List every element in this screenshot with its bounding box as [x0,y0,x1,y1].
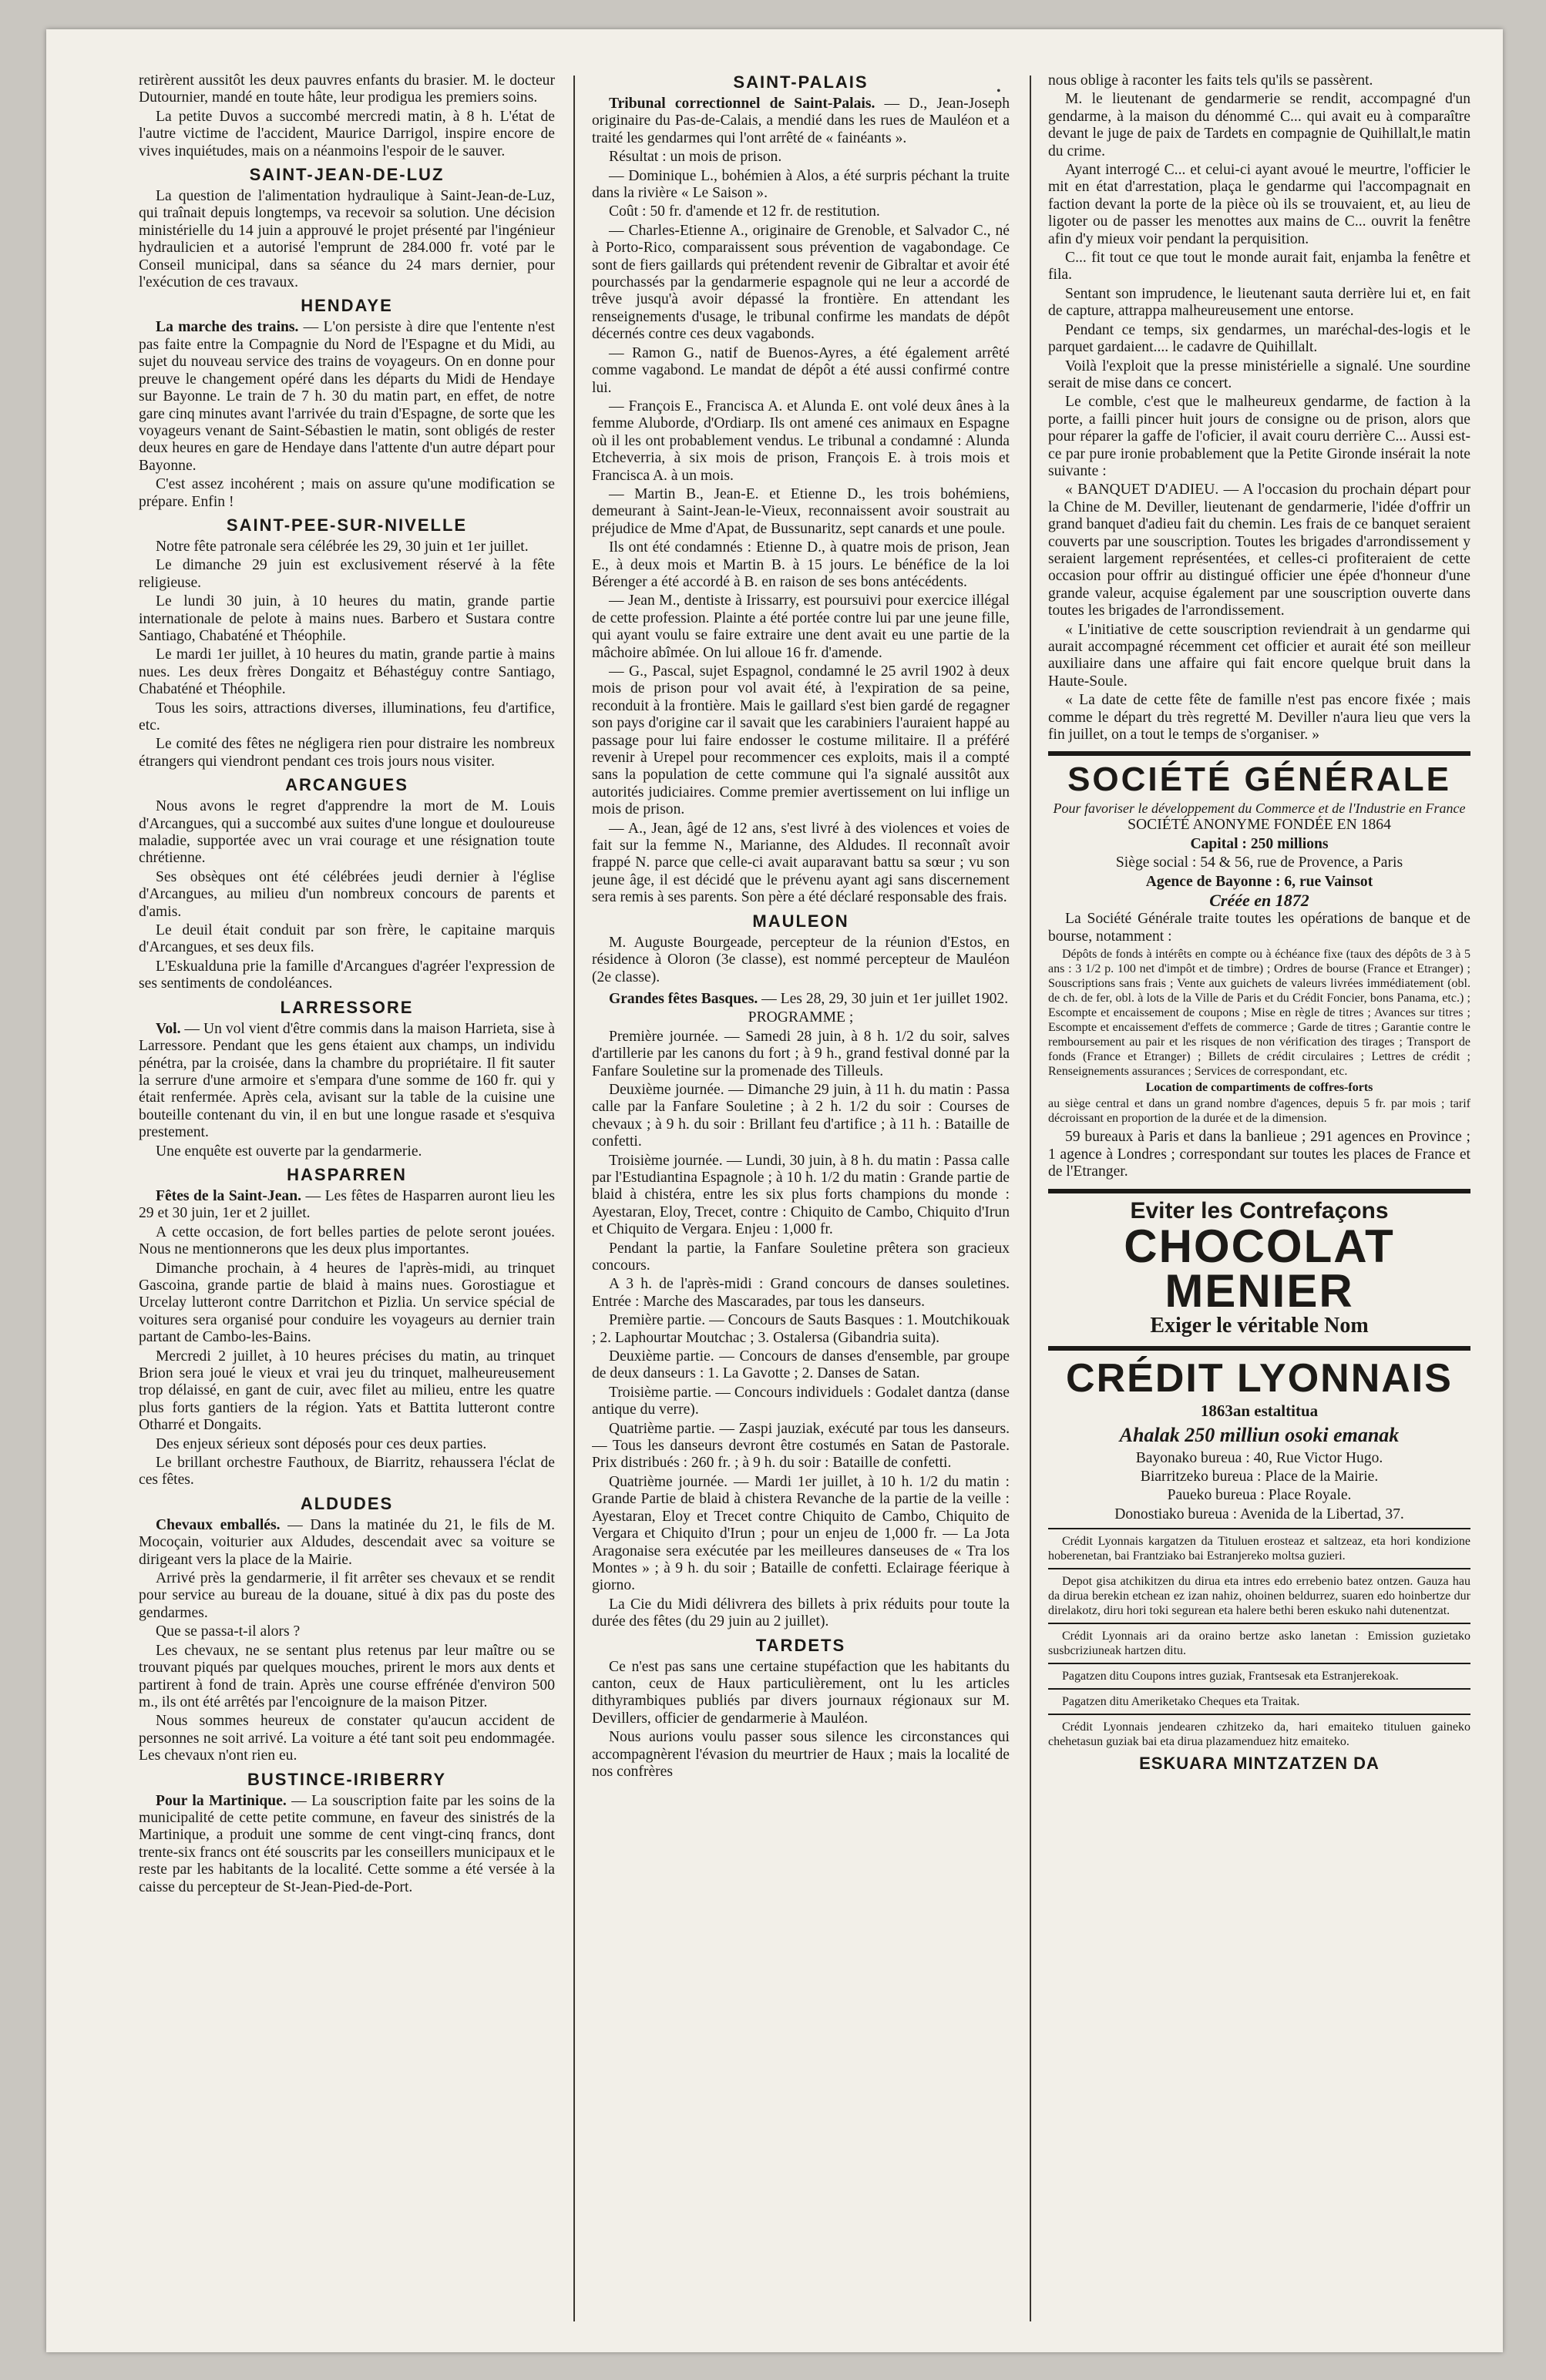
article-paragraph: retirèrent aussitôt les deux pauvres enfants du brasier. M. le docteur Dutournier, mandé en toute hâte, leur prodigua les premiers soins. [139,72,555,106]
article-paragraph: La petite Duvos a succombé mercredi matin, à 8 h. L'état de l'autre victime de l'accident, Maurice Darrigol, inspire encore de vives inquiétudes, mais on a néanmoins l'espoir de le sauver. [139,108,555,159]
article-paragraph: Arrivé près la gendarmerie, il fit arrêter ses chevaux et se rendit pour service au bureau de la douane, situé à dix pas du poste des gendarmes. [139,1570,555,1621]
article-paragraph: — Martin B., Jean-E. et Etienne D., les trois bohémiens, demeurant à Saint-Jean-le-Vieux, reconnaissent avoir soustrait au préjudice de Mme d'Apat, de Bussunaritz, sept canards et une poule. [592,485,1010,537]
section-heading-palais: SAINT-PALAIS [733,72,869,92]
ad-line: Biarritzeko bureua : Place de la Mairie. [1140,1468,1379,1485]
article-paragraph: Troisième partie. — Concours individuels : Godalet dantza (danse antique du verre). [592,1384,1010,1418]
article-paragraph: — Jean M., dentiste à Irissarry, est poursuivi pour exercice illégal de cette profession. Plainte a été portée contre lui par une jeune fille, qui ayant voulu se faire extraire une dent avait eu une partie de la mâchoire abîmée. On lui alloue 16 fr. d'amende. [592,592,1010,661]
article-paragraph: La Cie du Midi délivrera des billets à prix réduits pour toute la durée des fêtes (du 29 juin au 2 juillet). [592,1596,1010,1630]
section-heading-mauleon: MAULEON [752,911,849,931]
ad-line: SOCIÉTÉ ANONYME FONDÉE EN 1864 [1128,817,1391,834]
section-heading-tardets: TARDETS [755,1635,846,1655]
article-paragraph: Le lundi 30 juin, à 10 heures du matin, grande partie internationale de pelote à mains nues. Barbero et Sustara contre Santiago, Chabaténé et Théophile. [139,593,555,644]
margin-mark: • [996,85,1001,98]
section-heading-hendaye: HENDAYE [301,296,393,316]
article-paragraph: Deuxième journée. — Dimanche 29 juin, à 11 h. du matin : Passa calle par la Fanfare Souletine ; à 2 h. 1/2 du soir : Courses de chevaux ; à 9 h. du soir : Brillant feu d'artifice ; à 11 h. : Bataille de confetti. [592,1081,1010,1150]
article-paragraph: Troisième journée. — Lundi, 30 juin, à 8 h. du matin : Passa calle par l'Estudiantina Espagnole ; à 10 h. 1/2 du matin : Grande partie de blaid à chistéra, entre les six plus forts champions du monde : Ayestaran, Eloy, Trecet, contre : Chiquito de Cambo, Chiquito d'Irun et Chiquito de Vergara. Enjeu : 1,000 fr. [592,1152,1010,1238]
run-in-title: Fêtes de la Saint-Jean. [156,1187,301,1204]
ad-body-small: Depot gisa atchikitzen du dirua eta intres edo errebenio batez ontzen. Gauza hau da dirua berekin etchean ez izan nahiz, ohoinen beldurrez, suaren edo hoinbertze dur direlakotz, diru hori toki segurean eta halere bethi beren eskuko nahi dutenentzat. [1048,1575,1470,1618]
article-paragraph: Coût : 50 fr. d'amende et 12 fr. de restitution. [609,203,880,220]
run-in-title: Vol. [156,1020,181,1037]
article-paragraph: Deuxième partie. — Concours de danses d'ensemble, par groupe de deux danseurs : 1. La Gavotte ; 2. Danses de Satan. [592,1348,1010,1382]
article-paragraph: Première journée. — Samedi 28 juin, à 8 h. 1/2 du soir, salves d'artillerie par les canons du fort ; à 9 h., grand festival donné par la Fanfare Souletine sur la promenade des Tilleuls. [592,1028,1010,1079]
article-paragraph: « La date de cette fête de famille n'est pas encore fixée ; mais comme le départ du très regretté M. Deviller n'aura lieu que vers la fin juillet, on a tout le temps de s'organiser. » [1048,692,1470,744]
article-paragraph: Quatrième partie. — Zaspi jauziak, exécuté par tous les danseurs. — Tous les danseurs devront être costumés en Satan de Pastorale. Prix distribués : 260 fr. ; à 9 h. du soir : Bataille de confetti. [592,1420,1010,1472]
article-paragraph: Ils ont été condamnés : Etienne D., à quatre mois de prison, Jean E., à deux mois et Martin B. à 15 jours. Le bénéfice de la loi Bérenger a été accordé à B. en raison de ses bons antécédents. [592,539,1010,590]
section-heading-hasparren: HASPARREN [287,1164,407,1184]
article-paragraph: Le comble, c'est que le malheureux gendarme, de faction à la porte, a failli pincer huit jours de consigne ou de prison, alors que pour réparer la gaffe de l'oficier, il avait couru derrière C... Aussi est-ce par pure ironie probablement que la Petite Gironde insérait la note suivante : [1048,394,1470,479]
article-paragraph: Le dimanche 29 juin est exclusivement réservé à la fête religieuse. [139,557,555,591]
article-paragraph: Notre fête patronale sera célébrée les 29, 30 juin et 1er juillet. [156,538,529,555]
ad-capital: Capital : 250 millions [1190,835,1329,852]
article-paragraph: Première partie. — Concours de Sauts Basques : 1. Moutchikouak ; 2. Laphourtar Moutchac ; 3. Ostalersa (Gibandria suita). [592,1312,1010,1346]
ad-divider [1048,1189,1470,1193]
run-in-title: La marche des trains. [156,319,299,336]
run-in-title: Chevaux emballés. [156,1516,281,1533]
ad-divider [1048,1346,1470,1351]
ad-line: Donostiako bureua : Avenida de la Libertad, 37. [1114,1506,1404,1522]
article-paragraph: — G., Pascal, sujet Espagnol, condamné le 25 avril 1902 à deux mois de prison pour vol avait été, à l'expiration de sa peine, reconduit à la frontière. Mais le gaillard s'est bien gardé de regagner son pays d'origine car il savait que les carabiniers l'auraient happé au passage pour lui faire endosser le costume militaire. Il a préféré revenir à Urepel pour recommencer ces exploits, mais il a compté sans la population de cette commune qui l'a signalé aussitôt aux autorités judiciaires. Comme premier avertissement on lui inflige un mois de prison. [592,663,1010,818]
ad-divider [1048,1568,1470,1569]
section-heading-bustince: BUSTINCE-IRIBERRY [247,1769,447,1789]
ad-line: Eviter les Contrefaçons [1130,1197,1389,1224]
article-paragraph: Voilà l'exploit que la presse ministérielle a signalé. Une sourdine serait de mise dans ce concert. [1048,358,1470,391]
article-paragraph: A cette occasion, de fort belles parties de pelote seront jouées. Nous ne mentionnerons que les deux plus importantes. [139,1224,555,1258]
article-paragraph: Sentant son imprudence, le lieutenant sauta derrière lui et, en fait de capture, attrappa malheureusement une entorse. [1048,285,1470,320]
run-in-title: Pour la Martinique. [156,1792,287,1809]
ad-title: CHOCOLAT [1124,1220,1395,1272]
article-paragraph: Pendant la partie, la Fanfare Souletine prêtera son gracieux concours. [592,1240,1010,1274]
article-paragraph: Le deuil était conduit par son frère, le capitaine marquis d'Arcangues, et ses deux fils. [139,922,555,956]
article-paragraph: Chevaux emballés. — Dans la matinée du 21, le fils de M. Mocoçain, voiturier aux Aldudes, descendait avec sa voiture se dirigeant vers la place de la Mairie. [139,1516,555,1568]
article-paragraph: Quatrième journée. — Mardi 1er juillet, à 10 h. 1/2 du matin : Grande Partie de blaid à chistera Revanche de la partie de la veille : Ayestaran, Eloy et Trecet contre Chiquito de Cambo, Chiquito de Vergara et Chiquito d'Irun ; pour un enjeu de 1,000 fr. — La Jota Aragonaise sera exécutée par les meilleures danseuses de « Tra los Montes » ; à 9 h. du soir ; Bataille de confetti. Eclairage féerique à giorno. [592,1473,1010,1594]
ad-body-small: Crédit Lyonnais kargatzen da Tituluen erosteaz et saltzeaz, eta hori kondizione hoberenetan, bai Frantziako bai Estranjereko moltsa guzieri. [1048,1535,1470,1563]
newspaper-page [46,29,1503,2352]
article-paragraph: « L'initiative de cette souscription reviendrait à un gendarme qui aurait accompagné récemment cet officier et aurait été son meilleur auxiliaire dans une affaire qui fait encore quelque bruit dans la Haute-Soule. [1048,621,1470,690]
article-paragraph: A 3 h. de l'après-midi : Grand concours de danses souletines. Entrée : Marche des Mascarades, par tous les danseurs. [592,1276,1010,1310]
ad-divider [1048,1663,1470,1664]
ad-creee: Créée en 1872 [1209,891,1309,911]
article-paragraph: M. Auguste Bourgeade, percepteur de la réunion d'Estos, en résidence à Oloron (3e classe), est nommé percepteur de Mauléon (2e classe). [592,934,1010,985]
ad-body: 59 bureaux à Paris et dans la banlieue ; 291 agences en Province ; 1 agence à Londres ; correspondant sur toutes les places de France et de l'Etranger. [1048,1129,1470,1180]
section-heading-arcangues: ARCANGUES [285,775,408,795]
ad-body-small: au siège central et dans un grand nombre d'agences, depuis 5 fr. par mois ; tarif décroissant en proportion de la durée et de la dimension. [1048,1097,1470,1126]
ad-societe-generale [1048,760,1470,1180]
article-paragraph: M. le lieutenant de gendarmerie se rendit, accompagné d'un gendarme, à la maison du dénommé C... qui avait eu à comparaître devant le juge de paix de Tardets en compagnie de Quihillalt,le matin du crime. [1048,91,1470,159]
article-paragraph: Que se passa-t-il alors ? [156,1623,301,1640]
article-paragraph: — Dominique L., bohémien à Alos, a été surpris péchant la truite dans la rivière « Le Saison ». [592,167,1010,202]
article-paragraph: Mercredi 2 juillet, à 10 heures précises du matin, au trinquet Brion sera joué le vieux et vrai jeu du trinquet, malheureusement trop délaissé, en gant de cuir, avec filet au milieu, entre les quatre plus forts gantiers de la région. Yats et Battita lutteront contre Otharré et Dongaits. [139,1348,555,1434]
article-paragraph: Dimanche prochain, à 4 heures de l'après-midi, au trinquet Gascoina, grande partie de blaid à mains nues. Gorostiague et Urcelay lutteront contre Darritchon et Pizlia. Un service spécial de voitures sera organisé pour conduire les voyageurs au dernier train partant de Cambo-les-Bains. [139,1260,555,1346]
article-paragraph: Grandes fêtes Basques. — Les 28, 29, 30 juin et 1er juillet 1902. [609,990,1009,1007]
article-paragraph: Pour la Martinique. — La souscription faite par les soins de la municipalité de cette petite commune, en faveur des sinistrés de la Martinique, a produit une somme de cent vingt-cinq francs, dont trente-six francs ont été souscrits par les conseillers municipaux et le reste par les habitants de la localité. Cette somme a été versée à la caisse du percepteur de St-Jean-Pied-de-Port. [139,1792,555,1895]
article-paragraph: — François E., Francisca A. et Alunda E. ont volé deux ânes à la femme Aluborde, d'Ordiarp. Ils ont amené ces animaux en Espagne où il les ont probablement vendus. Le tribunal a condamné : Alunda Etcheverria, à six mois de prison, François E. à trois mois et Francisca A. à un mois. [592,398,1010,484]
ad-title: MENIER [1165,1264,1354,1317]
ad-line: Exiger le véritable Nom [1150,1313,1369,1338]
ad-line: Paueko bureua : Place Royale. [1167,1487,1352,1504]
run-in-title: Grandes fêtes Basques. [609,990,758,1007]
ad-divider [1048,751,1470,756]
article-paragraph: Nous sommes heureux de constater qu'aucun accident de personnes ne soit arrivé. La voiture a été tant soit peu endommagée. Les chevaux n'ont rien eu. [139,1713,555,1764]
column-rule-1 [573,76,575,2321]
column-rule-2 [1030,76,1031,2321]
ad-title: CRÉDIT LYONNAIS [1066,1355,1453,1401]
article-paragraph: Ce n'est pas sans une certaine stupéfaction que les habitants du canton, ceux de Haux particulièrement, ont lu les articles dithyrambiques publiés par divers journaux régionaux sur M. Devillers, officier de gendarmerie à Mauléon. [592,1658,1010,1727]
article-paragraph: nous oblige à raconter les faits tels qu'ils se passèrent. [1048,72,1373,89]
section-heading-larressore: LARRESSORE [280,997,414,1017]
article-paragraph: Tribunal correctionnel de Saint-Palais. — D., Jean-Joseph originaire du Pas-de-Calais, a mendié dans les rues de Mauléon et a traité les gendarmes qui l'ont arrêté de « fainéants ». [592,96,1010,146]
ad-credit-lyonnais [1048,1355,1470,1774]
section-heading-luz: SAINT-JEAN-DE-LUZ [249,165,445,185]
article-paragraph: Résultat : un mois de prison. [609,149,782,166]
ad-subtitle: Pour favoriser le développement du Commerce et de l'Industrie en France [1053,801,1466,817]
ad-body: La Société Générale traite toutes les opérations de banque et de bourse, notamment : [1048,911,1470,945]
article-paragraph: Les chevaux, ne se sentant plus retenus par leur maître ou se trouvant piqués par quelques mouches, prirent le mors aux dents et partirent à fond de train. Après une course effrénée d'environ 500 m., ils ont été arrêtés par l'encoignure de la maison Pitzer. [139,1642,555,1710]
ad-agence: Agence de Bayonne : 6, rue Vainsot [1145,873,1373,890]
ad-body-small: Pagatzen ditu Coupons intres guziak, Frantsesak eta Estranjerekoak. [1062,1670,1399,1683]
ad-coffres: Location de compartiments de coffres-forts [1145,1081,1373,1095]
ad-footer: ESKUARA MINTZATZEN DA [1139,1754,1380,1774]
ad-body-small: Pagatzen ditu Ameriketako Cheques eta Traitak. [1062,1695,1300,1709]
column-1 [139,72,555,2337]
article-paragraph: Le mardi 1er juillet, à 10 heures du matin, grande partie à mains nues. Les deux frères Dongaitz et Béhastéguy contre Santiago, Chabaténé et Théophile. [139,646,555,698]
ad-divider [1048,1688,1470,1690]
article-paragraph: La marche des trains. — L'on persiste à dire que l'entente n'est pas faite entre la Compagnie du Nord de l'Espagne et du Midi, au sujet du nouveau service des trains de voyageurs. On en donne pour preuve le changement opéré dans les départs du Midi de Hendaye sur Bayonne. Le train de 7 h. 30 du matin part, en effet, de notre gare cinq minutes avant l'arrivée du train d'Espagne, de sorte que les voyageurs venant de Saint-Sébastien le matin, sont obligés de rester deux heures en gare de Hendaye dans l'attente d'un autre départ pour Bayonne. [139,319,555,474]
ad-body-small: Crédit Lyonnais ari da oraino bertze asko lanetan : Emission guzietako susbcriziuneak hartzen ditu. [1048,1630,1470,1658]
article-paragraph: Nous avons le regret d'apprendre la mort de M. Louis d'Arcangues, qui a succombé aux suites d'une longue et douloureuse maladie, supportée avec un vrai courage et une résignation toute chrétienne. [139,798,555,867]
article-paragraph: Ses obsèques ont été célébrées jeudi dernier à l'église d'Arcangues, au milieu d'un nombreux concours de parents et d'amis. [139,868,555,920]
article-paragraph: — A., Jean, âgé de 12 ans, s'est livré à des violences et voies de fait sur la femme N., Marianne, des Aldudes. Il reconnaît avoir frappé N. parce que celle-ci avait auparavant battu sa sœur ; vu son jeune âge, il est décidé que le prévenu ayant agi sans discernement sera remis à ses parents. Son père a été déclaré responsable des frais. [592,820,1010,906]
ad-chocolat-menier [1048,1198,1470,1338]
ad-line: Bayonako bureua : 40, Rue Victor Hugo. [1135,1449,1383,1466]
ad-subtitle: 1863an estaltitua [1200,1401,1319,1420]
ad-divider [1048,1623,1470,1624]
article-paragraph: C'est assez incohérent ; mais on assure qu'une modification se prépare. Enfin ! [139,476,555,510]
ad-divider [1048,1714,1470,1715]
article-paragraph: Pendant ce temps, six gendarmes, un maréchal-des-logis et le parquet gardaient.... le cadavre de Quihillalt. [1048,321,1470,356]
article-paragraph: Vol. — Un vol vient d'être commis dans la maison Harrieta, sise à Larressore. Pendant que les gens étaient aux champs, un individu pénétra, par la croisée, dans la chambre du propriétaire. Il fit sauter la serrure d'une armoire et s'empara d'une somme de 160 fr. qui y était renfermée. Après cela, avisant sur la table de la cuisine une bouteille contenant du vin, il en but une longue rasade et s'esquiva prestement. [139,1020,555,1141]
ad-divider [1048,1528,1470,1529]
section-heading-aldudes: ALDUDES [300,1493,394,1513]
article-paragraph: Fêtes de la Saint-Jean. — Les fêtes de Hasparren auront lieu les 29 et 30 juin, 1er et 2 juillet. [139,1187,555,1222]
article-paragraph: Le comité des fêtes ne négligera rien pour distraire les nombreux étrangers qui viendront pendant ces trois jours nous visiter. [139,736,555,770]
article-paragraph: « BANQUET D'ADIEU. — A l'occasion du prochain départ pour la Chine de M. Deviller, lieutenant de gendarmerie, l'idée d'offrir un grand banquet d'adieu fait du chemin. Les frais de ce banquet seraient couverts par une souscription. Toutes les brigades d'arrondissement y seraient largement représentées, et celles-ci profiteraient de cette occasion pour offrir au distingué officier une épée d'honneur d'une grande valeur, acquise également par une souscription ouverte dans toutes les brigades de l'arrondissement. [1048,482,1470,619]
ad-body-small: Dépôts de fonds à intérêts en compte ou à échéance fixe (taux des dépôts de 3 à 5 ans : 3 1/2 p. 100 net d'impôt et de timbre) ; Ordres de bourse (France et Etranger) ; Souscriptions sans frais ; Vente aux guichets de valeurs livrées immédiatement (obl. de ch. de fer, obl. à lots de la Ville de Paris et du Crédit Foncier, bons Panama, etc.) ; Escompte et encaissement de coupons ; Mise en règle de titres ; Avances sur titres ; Escompte et encaissement d'effets de commerce ; Garde de titres ; Garantie contre le remboursement au pair et les risques de non vérification des tirages ; Transport de fonds (France et Etranger) ; Billets de crédit circulaires ; Lettres de crédit ; Renseignements assurances ; Services de correspondant, etc. [1048,948,1470,1079]
article-paragraph: Tous les soirs, attractions diverses, illuminations, feu d'artifice, etc. [139,700,555,733]
article-paragraph: C... fit tout ce que tout le monde aurait fait, enjamba la fenêtre et fila. [1048,250,1470,284]
run-in-title: Tribunal correctionnel de Saint-Palais. [609,96,876,112]
article-paragraph: L'Eskualduna prie la famille d'Arcangues d'agréer l'expression de ses sentiments de condoléances. [139,958,555,992]
article-paragraph: Le brillant orchestre Fauthoux, de Biarritz, rehaussera l'éclat de ces fêtes. [139,1455,555,1489]
article-paragraph: Nous aurions voulu passer sous silence les circonstances qui accompagnèrent l'évasion du meurtrier de Haux ; mais la localité de nos confrères [592,1729,1010,1780]
column-2 [592,72,1010,2337]
ad-motto: Ahalak 250 milliun osoki emanak [1119,1423,1400,1446]
column-3 [1048,72,1470,2337]
ad-body-small: Crédit Lyonnais jendearen czhitzeko da, hari emaiteko tituluen gaineko chehetasun guziak bai eta dirua plazamenduez hitz emaiteko. [1048,1720,1470,1749]
article-paragraph: — Ramon G., natif de Buenos-Ayres, a été également arrêté comme vagabond. Le mandat de dépôt a été aussi confirmé contre lui. [592,344,1010,396]
ad-line: Siège social : 54 & 56, rue de Provence, a Paris [1115,854,1403,871]
section-heading-pee: SAINT-PEE-SUR-NIVELLE [226,515,468,535]
article-paragraph: Une enquête est ouverte par la gendarmerie. [156,1143,422,1160]
article-paragraph: Des enjeux sérieux sont déposés pour ces deux parties. [156,1435,487,1452]
article-paragraph: Ayant interrogé C... et celui-ci ayant avoué le meurtre, l'officier le mit en état d'arrestation, plaça le gendarme qui l'accompagnait en faction devant la porte de la pièce où ils se trouvaient, et, au lieu de ligoter ou de passer les menottes aux mains de C... ouvrit la fenêtre afin d'y mieux voir pendant la perquisition. [1048,162,1470,247]
ad-title: SOCIÉTÉ GÉNÉRALE [1067,760,1451,799]
article-paragraph: — Charles-Etienne A., originaire de Grenoble, et Salvador C., né à Porto-Rico, comparaissent sous prévention de vagabondage. Ce sont de fiers gaillards qui prétendent revenir de Gibraltar et avoir été pourchassés par la gendarmerie espagnole qui ne leur a accordé de trêve jusqu'à avoir dépassé la frontière. En attendant les renseignements d'usage, le tribunal confirme les mandats de dépôt décernés contre ces deux vagabonds. [592,222,1010,343]
program-heading: PROGRAMME ; [748,1009,854,1026]
article-paragraph: La question de l'alimentation hydraulique à Saint-Jean-de-Luz, qui traînait depuis longtemps, va recevoir sa solution. Une décision ministérielle du 14 juin a approuvé le projet présenté par l'ingénieur hydraulicien et a autorisé l'emprunt de 284.000 fr. voté par le Conseil municipal, dans sa séance du 24 mars dernier, pour l'exécution de ces travaux. [139,188,555,291]
